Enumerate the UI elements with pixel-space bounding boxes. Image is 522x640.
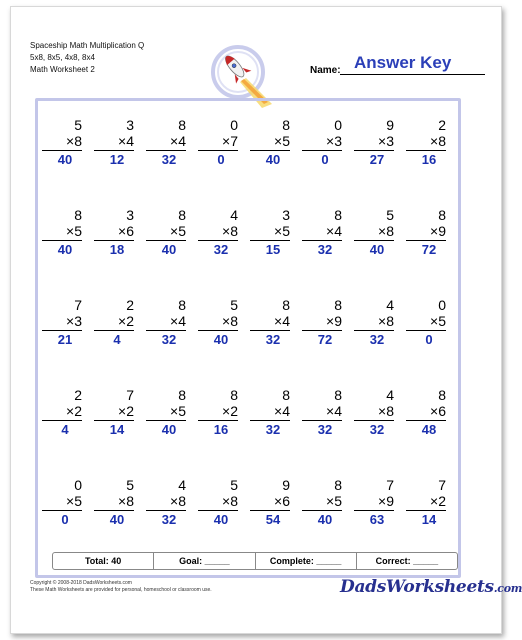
problem-item	[199, 207, 251, 297]
brand-logo	[340, 577, 522, 597]
problem-multiplier: ×2	[94, 403, 134, 421]
problem-top-number: 7	[438, 477, 446, 493]
problem-top-number: 5	[386, 207, 394, 223]
correct-cell: Correct: _____	[375, 556, 439, 566]
problem-stack	[250, 207, 290, 258]
problem-multiplier: ×5	[406, 313, 446, 331]
problem-top-number: 2	[126, 297, 134, 313]
problem-answer: 32	[161, 332, 177, 347]
problem-top-number: 8	[282, 387, 290, 403]
problem-item	[355, 117, 407, 207]
problem-item	[95, 207, 147, 297]
problem-top-number: 9	[282, 477, 290, 493]
problem-item	[303, 297, 355, 387]
problem-item	[43, 117, 95, 207]
problem-top-number: 4	[386, 297, 394, 313]
problem-stack	[302, 207, 342, 258]
problem-multiplier: ×8	[354, 223, 394, 241]
problem-answer: 40	[57, 242, 73, 257]
problem-multiplier: ×6	[250, 493, 290, 511]
problem-item	[251, 297, 303, 387]
problem-item	[147, 207, 199, 297]
problem-multiplier: ×3	[354, 133, 394, 151]
problem-answer: 21	[57, 332, 73, 347]
problem-top-number: 8	[178, 387, 186, 403]
problem-stack	[302, 477, 342, 528]
problem-multiplier: ×4	[146, 313, 186, 331]
score-summary	[52, 552, 458, 570]
problem-top-number: 5	[230, 297, 238, 313]
problem-multiplier: ×8	[198, 313, 238, 331]
problem-multiplier: ×5	[42, 493, 82, 511]
problem-item	[251, 117, 303, 207]
problem-multiplier: ×8	[354, 313, 394, 331]
problem-answer: 48	[421, 422, 437, 437]
problem-stack	[302, 297, 342, 348]
problem-multiplier: ×7	[198, 133, 238, 151]
problem-stack	[302, 387, 342, 438]
rocket-icon	[210, 42, 270, 102]
worksheet-number: Math Worksheet 2	[30, 65, 95, 74]
problem-top-number: 5	[230, 477, 238, 493]
problem-item	[147, 297, 199, 387]
problem-answer: 40	[161, 242, 177, 257]
problem-top-number: 0	[334, 117, 342, 133]
problem-top-number: 0	[230, 117, 238, 133]
problem-answer: 40	[265, 152, 281, 167]
problem-item	[303, 117, 355, 207]
copyright-line2: These Math Worksheets are provided for personal, homeschool or classroom use.	[30, 587, 212, 593]
problem-item	[407, 207, 459, 297]
problem-item	[355, 207, 407, 297]
problem-answer: 0	[61, 512, 69, 527]
problem-top-number: 8	[282, 297, 290, 313]
problem-multiplier: ×4	[250, 403, 290, 421]
problem-stack	[94, 117, 134, 168]
problem-stack	[146, 207, 186, 258]
brand-main: DadsWorksheets	[340, 577, 494, 597]
problem-multiplier: ×2	[42, 403, 82, 421]
total-cell: Total: 40	[53, 553, 154, 569]
problem-top-number: 8	[438, 207, 446, 223]
problem-item	[95, 387, 147, 477]
problem-answer: 32	[369, 422, 385, 437]
problem-item	[355, 387, 407, 477]
problem-item	[251, 207, 303, 297]
problem-top-number: 9	[386, 117, 394, 133]
problem-multiplier: ×9	[354, 493, 394, 511]
problem-stack	[198, 387, 238, 438]
problem-multiplier: ×6	[94, 223, 134, 241]
problem-top-number: 7	[386, 477, 394, 493]
problem-item	[43, 387, 95, 477]
problem-stack	[250, 477, 290, 528]
problem-item	[199, 387, 251, 477]
copyright-notice	[30, 580, 212, 594]
problem-multiplier: ×4	[302, 403, 342, 421]
problem-answer: 18	[109, 242, 125, 257]
problem-stack	[354, 207, 394, 258]
problem-answer: 63	[369, 512, 385, 527]
problem-stack	[198, 297, 238, 348]
problem-answer: 54	[265, 512, 281, 527]
problem-stack	[406, 477, 446, 528]
problem-item	[355, 297, 407, 387]
problem-stack	[198, 477, 238, 528]
problem-top-number: 0	[74, 477, 82, 493]
problem-item	[95, 297, 147, 387]
problem-stack	[146, 387, 186, 438]
problem-answer: 14	[421, 512, 437, 527]
problem-top-number: 8	[334, 207, 342, 223]
worksheet-title: Spaceship Math Multiplication Q	[30, 41, 145, 50]
problem-item	[303, 207, 355, 297]
problem-multiplier: ×5	[250, 133, 290, 151]
problem-item	[43, 297, 95, 387]
problem-top-number: 8	[334, 477, 342, 493]
problem-item	[407, 117, 459, 207]
problem-top-number: 5	[74, 117, 82, 133]
problem-answer: 32	[369, 332, 385, 347]
problem-stack	[42, 387, 82, 438]
problem-top-number: 4	[386, 387, 394, 403]
problem-top-number: 4	[230, 207, 238, 223]
problem-stack	[42, 207, 82, 258]
problem-multiplier: ×9	[302, 313, 342, 331]
problem-stack	[250, 297, 290, 348]
problem-stack	[94, 387, 134, 438]
problem-stack	[250, 117, 290, 168]
problem-top-number: 0	[438, 297, 446, 313]
problem-stack	[250, 387, 290, 438]
problem-top-number: 3	[126, 207, 134, 223]
problem-answer: 40	[161, 422, 177, 437]
problem-item	[303, 387, 355, 477]
problem-top-number: 8	[74, 207, 82, 223]
problem-item	[251, 387, 303, 477]
problem-stack	[406, 297, 446, 348]
problem-stack	[406, 117, 446, 168]
problem-item	[147, 387, 199, 477]
problem-multiplier: ×5	[146, 223, 186, 241]
problem-stack	[146, 117, 186, 168]
problem-answer: 32	[317, 422, 333, 437]
problem-stack	[94, 207, 134, 258]
problem-top-number: 8	[178, 207, 186, 223]
problem-top-number: 7	[126, 387, 134, 403]
problem-item	[95, 117, 147, 207]
problem-multiplier: ×5	[42, 223, 82, 241]
problem-top-number: 5	[126, 477, 134, 493]
problem-answer: 32	[317, 242, 333, 257]
problem-multiplier: ×4	[302, 223, 342, 241]
problem-answer: 40	[57, 152, 73, 167]
problem-answer: 72	[317, 332, 333, 347]
problem-grid	[43, 117, 459, 567]
problem-multiplier: ×8	[146, 493, 186, 511]
problem-multiplier: ×4	[94, 133, 134, 151]
problem-stack	[354, 297, 394, 348]
problem-stack	[94, 297, 134, 348]
problem-multiplier: ×6	[406, 403, 446, 421]
brand-suffix: .com	[493, 582, 522, 595]
problem-item	[43, 207, 95, 297]
problem-top-number: 8	[438, 387, 446, 403]
problem-stack	[406, 387, 446, 438]
problem-top-number: 8	[178, 297, 186, 313]
problem-stack	[146, 477, 186, 528]
problem-multiplier: ×5	[302, 493, 342, 511]
problem-answer: 32	[265, 422, 281, 437]
problem-answer: 72	[421, 242, 437, 257]
problem-answer: 40	[369, 242, 385, 257]
problem-top-number: 4	[178, 477, 186, 493]
problem-stack	[42, 117, 82, 168]
problem-stack	[94, 477, 134, 528]
problem-answer: 15	[265, 242, 281, 257]
problem-answer: 40	[213, 512, 229, 527]
name-field	[310, 53, 485, 75]
problem-stack	[198, 117, 238, 168]
problem-multiplier: ×5	[250, 223, 290, 241]
problem-stack	[354, 387, 394, 438]
problem-stack	[198, 207, 238, 258]
problem-top-number: 7	[74, 297, 82, 313]
problem-answer: 0	[321, 152, 329, 167]
problem-answer: 12	[109, 152, 125, 167]
problem-top-number: 2	[438, 117, 446, 133]
problem-top-number: 8	[334, 387, 342, 403]
answer-key-label: Answer Key	[354, 53, 452, 72]
problem-top-number: 3	[126, 117, 134, 133]
problem-multiplier: ×3	[302, 133, 342, 151]
problem-top-number: 3	[282, 207, 290, 223]
problem-top-number: 8	[178, 117, 186, 133]
problem-stack	[302, 117, 342, 168]
problem-multiplier: ×9	[406, 223, 446, 241]
problem-answer: 16	[213, 422, 229, 437]
problem-answer: 4	[113, 332, 121, 347]
problem-answer: 14	[109, 422, 125, 437]
problem-answer: 40	[317, 512, 333, 527]
goal-cell: Goal: _____	[154, 553, 255, 569]
problem-top-number: 8	[334, 297, 342, 313]
problem-item	[199, 297, 251, 387]
problem-multiplier: ×3	[42, 313, 82, 331]
problem-multiplier: ×8	[42, 133, 82, 151]
problem-multiplier: ×8	[354, 403, 394, 421]
problem-stack	[42, 477, 82, 528]
complete-cell: Complete: _____	[256, 553, 357, 569]
problem-item	[147, 117, 199, 207]
problem-stack	[354, 477, 394, 528]
problem-multiplier: ×4	[250, 313, 290, 331]
worksheet-header	[30, 40, 144, 76]
problem-multiplier: ×2	[94, 313, 134, 331]
problem-stack	[406, 207, 446, 258]
problem-answer: 0	[425, 332, 433, 347]
problem-answer: 27	[369, 152, 385, 167]
problem-top-number: 2	[74, 387, 82, 403]
problem-answer: 4	[61, 422, 69, 437]
problem-answer: 0	[217, 152, 225, 167]
copyright-line1: Copyright © 2008-2018 DadsWorksheets.com	[30, 580, 132, 586]
problem-item	[407, 297, 459, 387]
problem-answer: 32	[161, 152, 177, 167]
problem-top-number: 8	[282, 117, 290, 133]
problem-stack	[146, 297, 186, 348]
problem-top-number: 8	[230, 387, 238, 403]
problem-answer: 32	[265, 332, 281, 347]
problem-answer: 32	[213, 242, 229, 257]
problem-answer: 40	[213, 332, 229, 347]
problem-stack	[42, 297, 82, 348]
problem-answer: 40	[109, 512, 125, 527]
problem-answer: 32	[161, 512, 177, 527]
problem-item	[407, 387, 459, 477]
problem-multiplier: ×2	[198, 403, 238, 421]
name-label: Name:	[310, 65, 341, 76]
problem-multiplier: ×8	[94, 493, 134, 511]
problem-answer: 16	[421, 152, 437, 167]
problem-multiplier: ×8	[198, 493, 238, 511]
problem-multiplier: ×4	[146, 133, 186, 151]
problem-multiplier: ×5	[146, 403, 186, 421]
problem-multiplier: ×8	[406, 133, 446, 151]
problem-item	[199, 117, 251, 207]
problem-multiplier: ×2	[406, 493, 446, 511]
name-underline	[340, 74, 485, 75]
problem-multiplier: ×8	[198, 223, 238, 241]
worksheet-subtitle: 5x8, 8x5, 4x8, 8x4	[30, 53, 95, 62]
problem-stack	[354, 117, 394, 168]
